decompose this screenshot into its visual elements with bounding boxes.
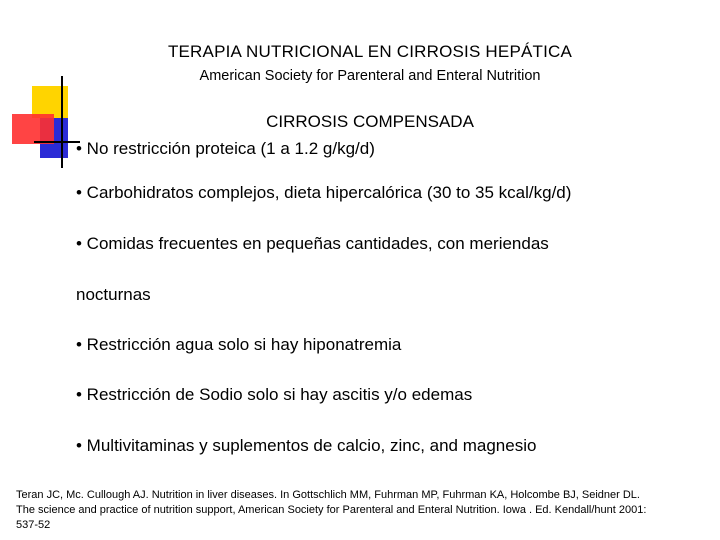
section-heading: CIRROSIS COMPENSADA <box>266 112 474 131</box>
reference-line: Teran JC, Mc. Cullough AJ. Nutrition in liver diseases. In Gottschlich MM, Fuhrman MP, Fuhrman KA, Holcombe BJ, Seidner DL. <box>16 489 640 501</box>
bullet-sodium: • Restricción de Sodio solo si hay ascitis y/o edemas <box>76 385 473 404</box>
bullet-meals-continued: nocturnas <box>76 285 151 304</box>
reference-line: 537-52 <box>16 519 51 531</box>
bullet-water: • Restricción agua solo si hay hiponatremia <box>76 335 402 354</box>
slide-subtitle: American Society for Parenteral and Enteral Nutrition <box>199 68 541 84</box>
slide-title: TERAPIA NUTRICIONAL EN CIRROSIS HEPÁTICA <box>167 42 573 61</box>
bullet-vitamins: • Multivitaminas y suplementos de calcio, zinc, and magnesio <box>76 436 537 455</box>
reference <box>16 488 712 533</box>
reference-line: The science and practice of nutrition support, American Society for Parenteral and Enteral Nutrition. Iowa . Ed. Kendall/hunt 2001: <box>16 504 647 516</box>
bullet-protein: • No restricción proteica (1 a 1.2 g/kg/d) <box>76 139 375 158</box>
bullet-meals: • Comidas frecuentes en pequeñas cantidades, con meriendas <box>76 234 549 253</box>
decorative-squares <box>0 0 80 170</box>
bullet-carbohydrates: • Carbohidratos complejos, dieta hipercalórica (30 to 35 kcal/kg/d) <box>76 183 572 202</box>
